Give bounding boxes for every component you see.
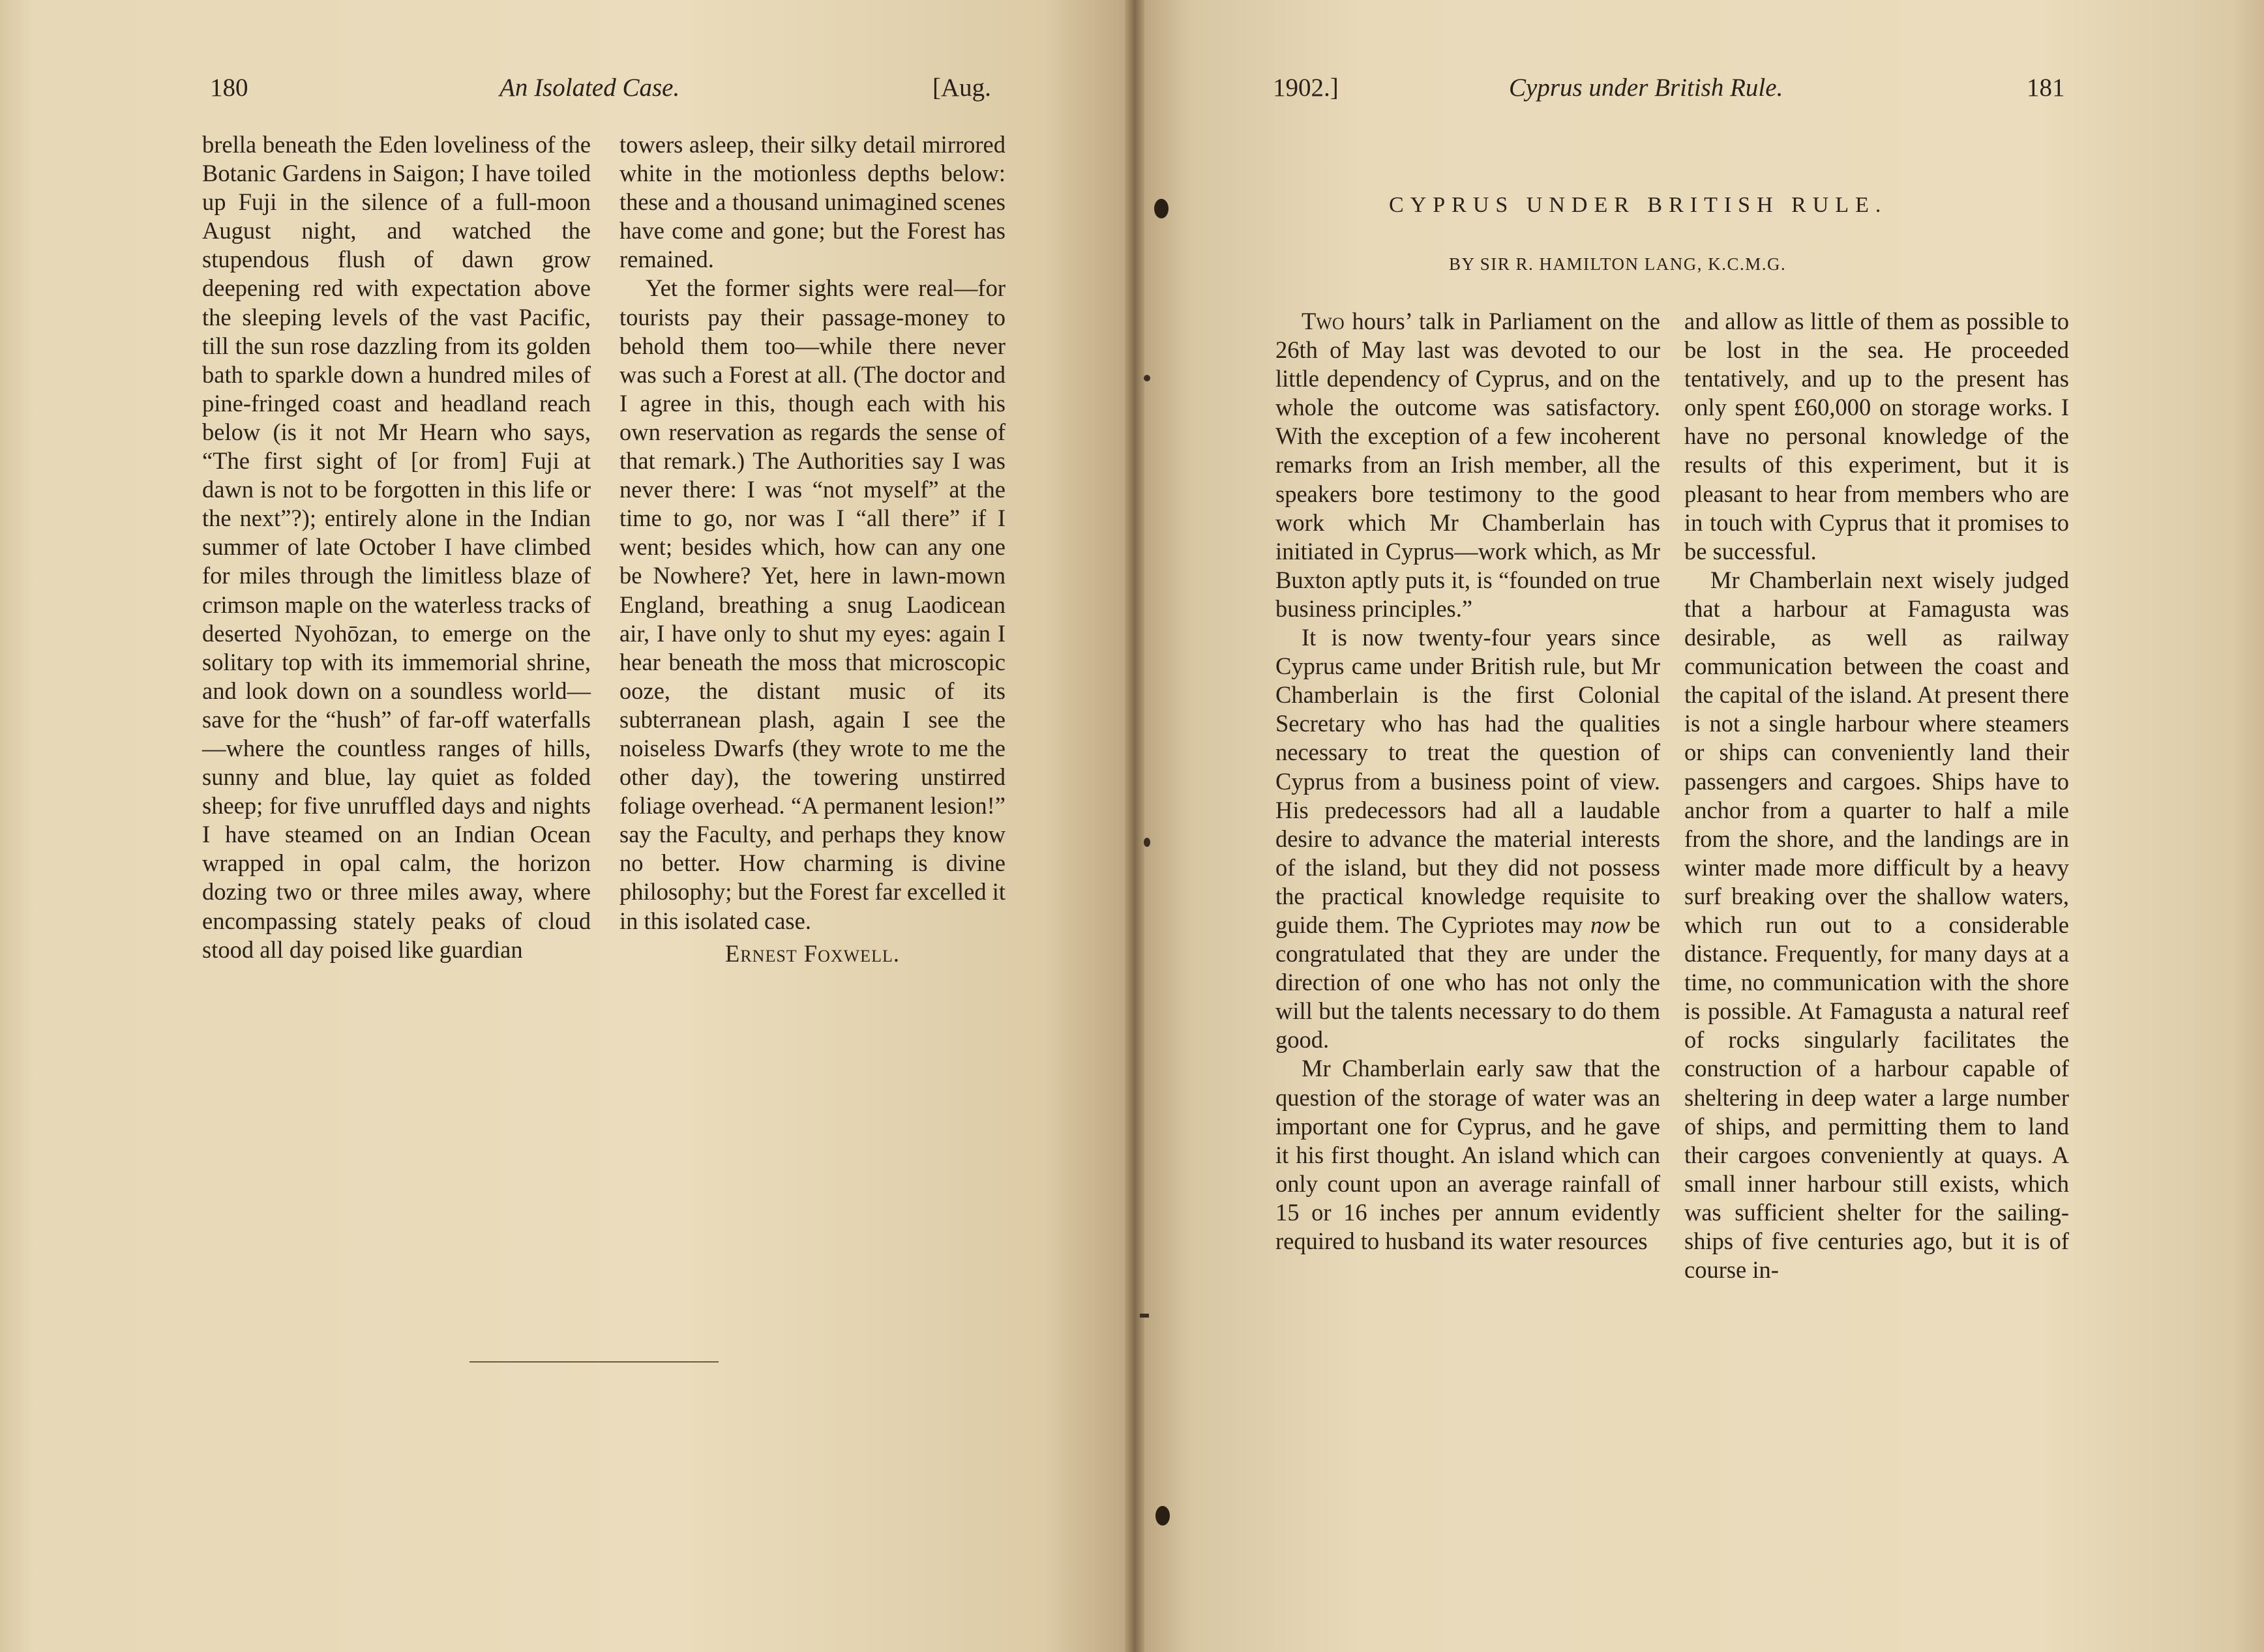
right-column-1 <box>1275 307 1660 1256</box>
binding-hole <box>1155 1506 1170 1526</box>
left-running-head-date: [Aug. <box>932 74 991 102</box>
paragraph: Mr Chamberlain early saw that the question of the storage of water was an important one for Cyprus, and he gave it his first thought. An island which can only count upon an average rainfall of 15 or 16 inches per annum evidently required to husband its water resources <box>1275 1055 1660 1254</box>
paragraph: towers asleep, their silky detail mirrored white in the motionless depths below: these and a thousand unimagined scenes have come and gone; but the Forest has remained. <box>619 131 1005 273</box>
paragraph-text: hours’ talk in Parliament on the 26th of May last was devoted to our little dependency of Cyprus, and on the whole the outcome was satisfactory. With the exception of a few incoherent remarks from an Irish member, all the speakers bore testimony to the good work which Mr Chamberlain has initiated in Cyprus—work which, as Mr Buxton aptly puts it, is “founded on true business principles.” <box>1275 308 1660 622</box>
paragraph: brella beneath the Eden loveliness of the Botanic Gardens in Saigon; I have toiled up Fuji in the silence of a full-moon August night, and watched the stupendous flush of dawn grow deepening red with expectation above the sleeping levels of the vast Pacific, till the sun rose dazzling from its golden bath to sparkle down a hundred miles of pine-fringed coast and headland reach below (is it not Mr Hearn who says, “The first sight of [or from] Fuji at dawn is not to be forgotten in this life or the next”?); entirely alone in the Indian summer of late October I have climbed for miles through the limitless blaze of crimson maple on the waterless tracks of deserted Nyohōzan, to emerge on the solitary top with its immemorial shrine, and look down on a soundless world—save for the “hush” of far-off waterfalls —where the countless ranges of hills, sunny and blue, lay quiet as folded sheep; for five unruffled days and nights I have steamed on an Indian Ocean wrapped in opal calm, the horizon dozing two or three miles away, where encompassing stately peaks of cloud stood all day poised like guardian <box>202 131 591 963</box>
right-running-head-date: 1902.] <box>1273 74 1339 102</box>
left-column-2 <box>619 130 1005 968</box>
paper-speck <box>1140 1314 1149 1318</box>
paragraph: Mr Chamberlain next wisely judged that a harbour at Famagusta was desirable, as well as railway communication between the coast and the capital of the island. At present there is not a single harbour where steamers or ships can conveniently land their passengers and cargoes. Ships have to anchor from a quarter to half a mile from the shore, and the landings are in winter made more difficult by a heavy surf breaking over the shallow waters, which run out to a considerable distance. Frequently, for many days at a time, no communication with the shore is possible. At Famagusta a natural reef of rocks singularly facilitates the construction of a harbour capable of sheltering in deep water a large number of ships, and permitting them to land their cargoes conveniently at quays. A small inner harbour still exists, which was sufficient shelter for the sailing-ships of five centuries ago, but it is of course in- <box>1684 566 2069 1284</box>
paragraph-text: It is now twenty-four years since Cyprus came under British rule, but Mr Chamberlain is the first Colonial Secretary who has had the qualities necessary to treat the question of Cyprus from a business point of view. His predecessors had all a laudable desire to advance the material interests of the island, but they did not possess the practical knowledge requisite to guide them. The Cypriotes may <box>1275 624 1660 938</box>
author-signature: Ernest Foxwell. <box>725 939 900 967</box>
paper-speck <box>1144 375 1150 381</box>
article-title: CYPRUS UNDER BRITISH RULE. <box>1389 193 1888 217</box>
paragraph: and allow as little of them as possible to be lost in the sea. He proceeded tentatively, and up to the present has only spent £60,000 on storage works. I have no personal knowledge of the results of this experiment, but it is pleasant to hear from members who are in touch with Cyprus that it promises to be successful. <box>1684 308 2069 565</box>
paragraph <box>1275 307 1660 623</box>
paragraph: Yet the former sights were real—for tourists pay their passage-money to behold them too—while there never was such a Forest at all. (The doctor and I agree in this, though each with his own reservation as regards the sense of that remark.) The Authorities say I was never there: I was “not myself” at the time to go, nor was I “all there” if I went; besides which, how can any one be Nowhere? Yet, here in lawn-mown England, breathing a snug Laodicean air, I have only to shut my eyes: again I hear beneath the moss that microscopic ooze, the distant music of its subterranean plash, again I see the noiseless Dwarfs (they wrote to me the other day), the towering unstirred foliage overhead. “A permanent lesion!” say the Faculty, and perhaps they know no better. How charming is divine philosophy; but the Forest far excelled it in this isolated case. <box>619 274 1005 934</box>
binding-hole <box>1154 199 1169 218</box>
drop-word: Two <box>1302 308 1345 334</box>
right-column-2 <box>1684 307 2069 1284</box>
article-byline: BY SIR R. HAMILTON LANG, K.C.M.G. <box>1449 254 1787 274</box>
emphasis: now <box>1590 911 1630 938</box>
book-gutter <box>1125 0 1144 1652</box>
end-rule <box>469 1361 719 1363</box>
left-column-1 <box>202 130 591 964</box>
paper-speck <box>1144 838 1150 847</box>
paragraph <box>1275 623 1660 1054</box>
left-page-number: 180 <box>210 74 248 102</box>
paragraph-text: be congratulated that they are under the direction of one who has not only the will but the talents necessary to do them good. <box>1275 911 1660 1054</box>
left-running-head: An Isolated Case. <box>499 74 680 102</box>
right-running-head: Cyprus under British Rule. <box>1509 74 1783 102</box>
right-page-number: 181 <box>2027 74 2065 102</box>
